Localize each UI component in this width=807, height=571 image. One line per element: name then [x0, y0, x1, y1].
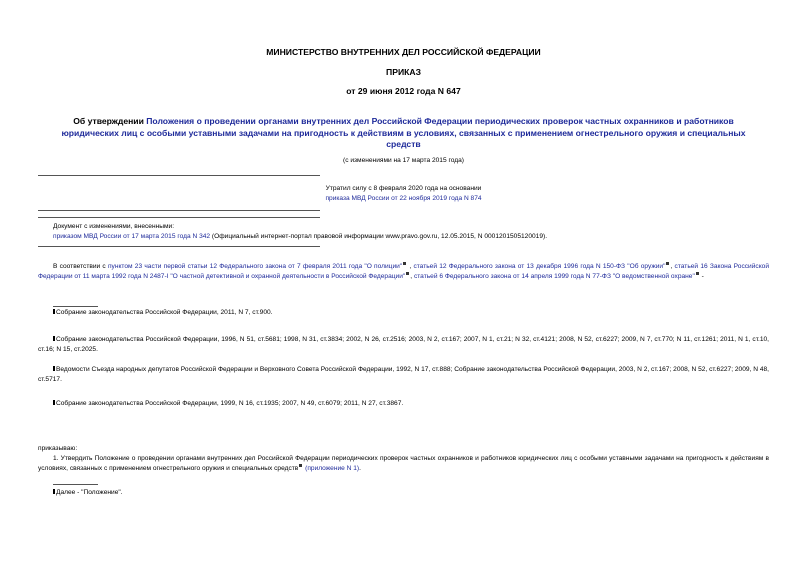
law-link-guard[interactable]: статьей 6 Федерального закона от 14 апреля 1999 года N 77-ФЗ "О ведомственной охране"	[413, 273, 695, 281]
separator-line	[38, 175, 320, 176]
law-link-weapons[interactable]: статьей 12 Федерального закона от 13 декабря 1996 года N 150-ФЗ "Об оружии"	[413, 263, 666, 271]
preamble-text: ,	[670, 263, 675, 271]
footnote-item	[38, 365, 769, 385]
date-number-heading: от 29 июня 2012 года N 647	[346, 86, 461, 96]
footnote-ref-icon	[696, 272, 699, 275]
footnote-item	[53, 308, 769, 318]
order-text-end: .	[359, 465, 361, 473]
footnote-text: Собрание законодательства Российской Федерации, 2011, N 7, ст.900.	[56, 309, 273, 316]
law-link-detective[interactable]: статьей 16 Закона Российской Федерации от 11 марта 1992 года N 2487-I "О частной детективной и охранной деятельности в Российской Федерации"	[38, 263, 770, 281]
preamble-text: -	[699, 273, 704, 281]
footnote-text: Ведомости Съезда народных депутатов Российской Федерации и Верховного Совета Российской Федерации, 1992, N 17, ст.888; Собрание законодательства Российской Федерации, 2003, N 2, ст.167; 2008, N 52, ст.6227; 2009, N 48, ст.5717.	[38, 366, 769, 383]
footnote-text: Далее - "Положение".	[56, 489, 123, 496]
amended-note: (с изменениями на 17 марта 2015 года)	[343, 157, 464, 164]
doc-type-heading: ПРИКАЗ	[386, 67, 421, 77]
footnote-item	[38, 335, 769, 355]
title-prefix: Об утверждении	[73, 116, 147, 126]
footnote-marker-icon	[53, 489, 55, 494]
title-link[interactable]: Положения о проведении органами внутренних дел Российской Федерации периодических проверок частных охранников и работников юридических лиц с особыми уставными задачами на пригодность к действиям в условиях, связанных с применением огнестрельного оружия и специальных средств	[61, 116, 746, 149]
changes-label: Документ с изменениями, внесенными:	[53, 223, 175, 230]
separator-line	[38, 246, 320, 247]
footnote-item	[53, 488, 769, 498]
preamble-text: ,	[407, 263, 414, 271]
preamble-text: В соответствии с	[53, 263, 108, 271]
status-link[interactable]: приказа МВД России от 22 ноября 2019 года N 874	[325, 195, 482, 202]
footnote-separator	[53, 484, 98, 485]
footnote-marker-icon	[53, 309, 55, 314]
footnote-item	[53, 399, 769, 409]
preamble-paragraph	[38, 262, 769, 282]
footnote-text: Собрание законодательства Российской Федерации, 1996, N 51, ст.5681; 1998, N 31, ст.3834; 2002, N 26, ст.2516; 2003, N 2, ст.167; 2007, N 1, ст.21; N 32, ст.4121; 2008, N 52, ст.6227; 2009, N 7, ст.770; N 11, ст.1261; 2011, N 1, ст.10, ст.16; N 15, ст.2025.	[38, 336, 769, 353]
preamble-text: ,	[410, 273, 414, 281]
footnote-ref-icon	[403, 262, 406, 265]
order-text: 1. Утвердить Положение о проведении органами внутренних дел Российской Федерации периодических проверок частных охранников и работников юридических лиц с особыми уставными задачами на пригодность к действиям в условиях, связанных с применением огнестрельного оружия и специальных средств	[38, 455, 769, 473]
ministry-heading: МИНИСТЕРСТВО ВНУТРЕННИХ ДЕЛ РОССИЙСКОЙ ФЕДЕРАЦИИ	[266, 47, 541, 57]
footnote-ref-icon	[406, 272, 409, 275]
changes-text	[53, 232, 773, 242]
separator-line	[38, 210, 320, 211]
footnote-marker-icon	[53, 366, 55, 371]
footnote-marker-icon	[53, 336, 55, 341]
document-title	[50, 116, 757, 151]
appendix-link[interactable]: (приложение N 1)	[305, 465, 360, 473]
order-word: приказываю:	[38, 445, 78, 452]
status-line1: Утратил силу с 8 февраля 2020 года на основании	[325, 185, 482, 192]
changes-link[interactable]: приказом МВД России от 17 марта 2015 года N 342	[53, 233, 211, 240]
footnote-separator	[53, 306, 98, 307]
footnote-text: Собрание законодательства Российской Федерации, 1999, N 16, ст.1935; 2007, N 49, ст.6079; 2011, N 27, ст.3867.	[56, 400, 404, 407]
changes-rest: (Официальный интернет-портал правовой информации www.pravo.gov.ru, 12.05.2015, N 0001201505120019).	[210, 233, 548, 240]
law-link-police[interactable]: пунктом 23 части первой статьи 12 Федерального закона от 7 февраля 2011 года "О полиции"	[107, 263, 403, 271]
footnote-marker-icon	[53, 400, 55, 405]
order-paragraph-1	[38, 454, 769, 474]
separator-line	[38, 217, 320, 218]
footnote-ref-icon	[299, 464, 302, 467]
